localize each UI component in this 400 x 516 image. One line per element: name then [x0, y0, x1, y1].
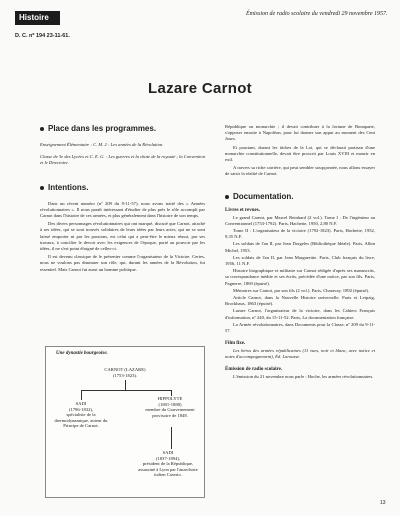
doc-item: Les soldats de l'an II, par Jean Margueritte. Paris, Club français du livre, 1956, 11 N.F.	[225, 254, 375, 267]
doc-item: Tome II : L'organisateur de la victoire (1792-1823). Paris, Hachette, 1952, 9,35 N.F.	[225, 228, 375, 240]
doc-item: Article Carnot, dans la Nouvelle Histoire universelle. Paris et Leipzig, Brockhaus, 1863 (épuisé).	[225, 295, 375, 307]
intro-p1: République ou monarchie ; il devait contribuer à la fortune de Bonaparte, s'opposer ensuite à Napoléon, pour lui donner son appui au moment des Cent Jours.	[225, 124, 375, 142]
document-reference: D. C. nº 194 23-11-61.	[15, 33, 70, 39]
tree-root	[85, 367, 165, 378]
page-title: Lazare Carnot	[148, 80, 252, 97]
intentions-p3: Il est devenu classique de le présenter comme l'organisateur de la Victoire. Certes, nous ne voulons pas diminuer son rôle, qui, durant les années de la Révolution, fut essentiel. Mais Carnot fut aussi un homme politique.	[40, 254, 205, 272]
heading-programmes: Place dans les programmes.	[40, 124, 205, 133]
programme-secondary: Classe de 3e des Lycées et C. E. G. : Les guerres et la chute de la royauté ; la Convention et le Directoire.	[40, 154, 205, 166]
film-title: Film fixe.	[225, 341, 246, 347]
intro-p2: Et pourtant, durant les tâches de la Loi, qui se déclarait partisan d'une monarchie constitutionnelle, devait être proscrit par Louis XVIII et mourir en exil.	[225, 144, 375, 163]
bullet-icon	[225, 195, 229, 199]
tree-title: Une dynastie bourgeoise.	[56, 351, 108, 356]
doc-item: Mémoires sur Carnot, par son fils (2 vol.). Paris, Charavay, 1892 (épuisé).	[233, 287, 370, 293]
root-dates: (1753-1823).	[112, 372, 138, 378]
sadi-name: SADI	[75, 401, 87, 406]
hippolyte-desc: membre du Gouvernement provisoire de 1848.	[145, 407, 195, 418]
right-column	[225, 124, 375, 380]
doc-item: La Armée révolutionnaires, dans Documents pour la Classe, nº 209 du 9-11-57.	[225, 321, 375, 334]
intro-p3: A travers sa riche carrière, qui peut sembler soupçonnée, nous allons essayer de saisir la réalité de Carnot.	[225, 165, 375, 177]
livres-title: Livres et revues.	[225, 207, 260, 213]
family-tree	[45, 346, 205, 498]
broadcast-note: Émission de radio scolaire du vendredi 29 novembre 1957.	[246, 11, 388, 17]
sadi2-desc: président de la République, assassiné à Lyon par l'anarchiste italien Caserio.	[138, 461, 198, 478]
heading-intentions: Intentions.	[40, 183, 205, 192]
root-name: CARNOT (LAZARE)	[104, 367, 146, 372]
sadi2-dates: (1837-1894),	[155, 455, 181, 461]
sadi2-name: SADI	[162, 450, 174, 455]
doc-item: Histoire biographique et militaire sur Carnot rédigée d'après ses manuscrits, sa correspondance inédite et ses écrits, précédée d'une notice, par son fils. Paris, Pagnerre, 1869 (épuisé).	[225, 268, 375, 286]
emission-text: L'émission du 21 novembre nous parle : Hoche, les armées révolutionnaires.	[233, 373, 374, 379]
tree-hippolyte	[138, 396, 202, 418]
doc-item: Lazare Carnot, l'organisateur de la victoire, dans les Cahiers Français d'information, nº 240, du 15-11-52. Paris, La documentation française.	[225, 308, 375, 320]
bullet-icon	[40, 186, 44, 190]
emission-title: Émission de radio scolaire.	[225, 366, 283, 372]
doc-item: Les soldats de l'an II, par Jean Dorgeles (Bibliothèque Idéale). Paris, Albin Michel, 1953.	[225, 241, 375, 253]
film-text: Les héros des armées républicaines (11 vues, noir et blanc, avec notice et notes d'accompagnement), Ed. Larousse.	[225, 348, 375, 360]
left-column	[40, 124, 205, 273]
sadi-desc: spécialiste de la thermodynamique, auteur du Principe de Carnot.	[54, 412, 108, 429]
tree-sadi-president	[134, 450, 202, 478]
heading-documentation: Documentation.	[225, 192, 375, 201]
hippolyte-dates: (1801-1888)	[158, 401, 182, 407]
bullet-icon	[40, 127, 44, 131]
tree-sadi	[50, 401, 112, 429]
programme-primary: Enseignement Élémentaire : C. M. 2 : Les années de la Révolution.	[40, 142, 164, 147]
doc-item: Le grand Carnot, par Marcel Reinhard (2 vol.). Tome I : De l'ingénieur au Conventionnel (1753-1792). Paris, Hachette, 1950, 2,80 N.F.	[225, 214, 375, 226]
page-number: 13	[380, 500, 386, 506]
sadi-dates: (1796-1832),	[68, 406, 94, 412]
hippolyte-name: HIPPOLYTE	[157, 396, 183, 401]
intentions-p2: Des divers personnages révolutionnaires qui ont marqué, discuté que Carnot, attaché à ses idées, qui se sont trouvés solidaires de leurs idées par leurs actes, qui ne se sont laissé emporter ni par les passions, est celui qui a peut-être le mieux réussi, par ses travaux, à concilier le devoir avec les exigences de l'époque, porté au pouvoir par les idées, il ne s'est point éloigné de celles-ci.	[40, 221, 205, 252]
section-tab: Histoire	[15, 11, 60, 25]
intentions-p1: Dans un récent numéro (nº 209 du 9-11-57), nous avons traité des « Armées révolutionnaires ». Il nous paraît intéressant d'étudier de plus près le rôle accompli par Carnot dans l'histoire de ces armées, et plus généralement dans l'histoire de son temps.	[40, 200, 205, 219]
